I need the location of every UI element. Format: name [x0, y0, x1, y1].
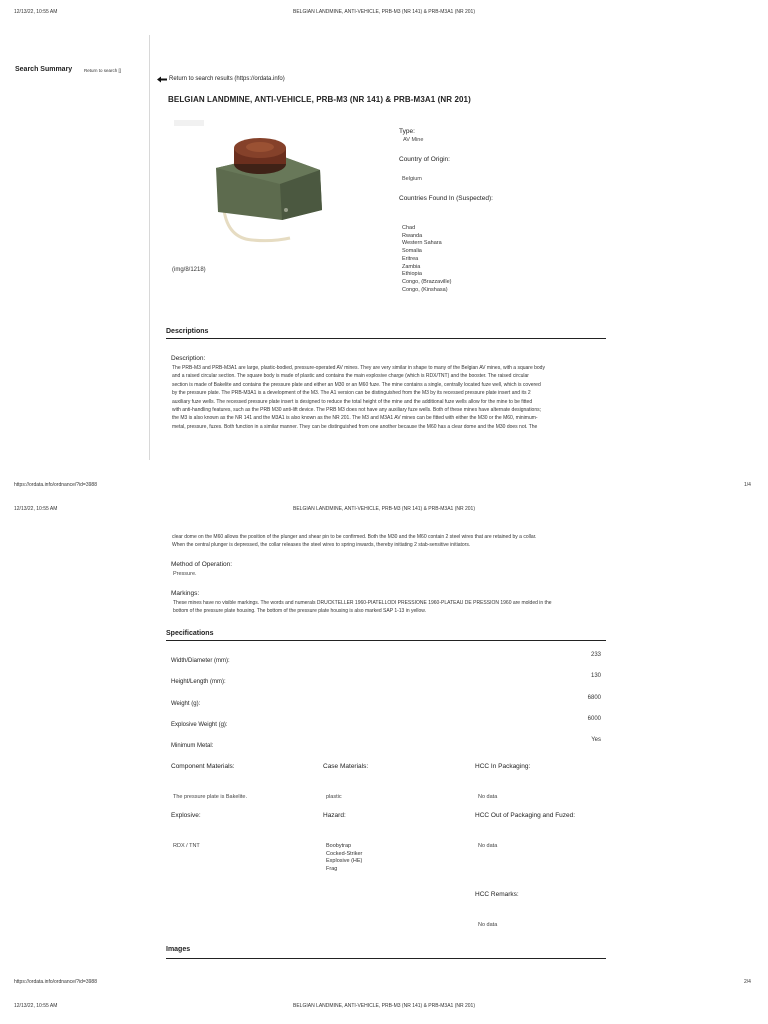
found-label: Countries Found In (Suspected):	[399, 195, 493, 202]
description-line: clear dome on the M60 allows the position of the plunger and shear pin to be confirmed. Both the M30 and the M60 contain 2 steel wires that are retained by a collar.	[172, 534, 537, 540]
hcc-out-packaging-value: No data	[478, 843, 498, 849]
spec-row-weight	[171, 697, 601, 717]
specifications-heading: Specifications	[166, 630, 214, 637]
description-line: When the central plunger is depressed, the collar releases the steel wires to spring inwards, thereby initiating 2 stab-sensitive initiators.	[172, 542, 471, 549]
images-heading: Images	[166, 946, 191, 953]
type-value: AV Mine	[403, 137, 424, 143]
explosive-value: RDX / TNT	[173, 843, 200, 849]
page-title: BELGIAN LANDMINE, ANTI-VEHICLE, PRB-M3 (NR 141) & PRB-M3A1 (NR 201)	[168, 95, 471, 104]
arrow-left-icon	[157, 70, 167, 88]
spec-value: Yes	[591, 737, 601, 743]
list-item: Zambia	[402, 263, 421, 270]
spec-label: Height/Length (mm):	[171, 679, 226, 685]
component-materials-value: The pressure plate is Bakelite.	[173, 794, 247, 800]
page3-header-title: BELGIAN LANDMINE, ANTI-VEHICLE, PRB-M3 (NR 141) & PRB-M3A1 (NR 201)	[293, 1003, 475, 1009]
type-label: Type:	[399, 128, 415, 135]
hcc-remarks-label: HCC Remarks:	[475, 891, 519, 898]
sidebar-title: Search Summary	[15, 66, 73, 73]
list-item: Congo, (Brazzaville)	[402, 278, 452, 285]
spec-label: Minimum Metal:	[171, 743, 214, 749]
explosive-label: Explosive:	[171, 812, 201, 819]
spec-value: 130	[590, 673, 601, 679]
list-item: Somalia	[402, 248, 422, 255]
list-item: Chad	[402, 225, 416, 231]
spec-row-minimum-metal	[171, 739, 601, 759]
list-item: Boobytrap	[326, 843, 352, 849]
markings-label: Markings:	[171, 590, 200, 597]
origin-label: Country of Origin:	[399, 156, 450, 163]
list-item: Western Sahara	[402, 240, 442, 247]
description-line: metal, pressure, fuzes. Both function in a similar manner. They can be distinguished from one another because the M60 has a clear dome and the M30 does not. The	[172, 423, 538, 430]
origin-value: Belgium	[402, 176, 422, 182]
spec-row-width	[171, 654, 601, 674]
method-value: Pressure.	[173, 571, 197, 577]
hcc-remarks-value: No data	[478, 922, 498, 928]
page3-header-date: 12/13/22, 10:55 AM	[14, 1003, 58, 1009]
page2-header-title: BELGIAN LANDMINE, ANTI-VEHICLE, PRB-M3 (NR 141) & PRB-M3A1 (NR 201)	[293, 506, 475, 512]
markings-line: These mines have no visible markings. The words and numerals DRUCKTELLER 1960-PIATELLODI PRESSIONE 1960-PLATEAU DE PRESSION 1960 are molded in the	[173, 600, 552, 606]
description-line: the M3 is also known as the NR 141 and the M3A1 is also known as the NR 201. The M3 and M3A1 AV mines can be fitted with either the M30 or the M60, minimum-	[172, 415, 538, 422]
spec-value: 233	[590, 652, 601, 658]
description-line: and a raised circular section. The square body is made of plastic and contains the main explosive charge (which is RDX/TNT) and the booster. The raised circular	[172, 373, 529, 380]
hcc-packaging-value: No data	[478, 794, 498, 800]
page2-footer-url: https://ordata.info/ordnance/?id=3988	[14, 979, 97, 985]
spec-label: Weight (g):	[171, 701, 201, 707]
description-line: auxiliary fuze wells. The recessed pressure plate insert is designed to reduce the total height of the mine and the additional fuze wells allow for the mine to be fitted	[172, 398, 533, 405]
back-link[interactable]	[157, 70, 285, 88]
spec-value: 6000	[587, 716, 601, 722]
description-line: with anti-handling features, such as the PRB M30 anti-lift device. The PRB M3 does not have any auxiliary fuze wells. Both of these mines have alternate designations;	[172, 407, 541, 414]
spec-label: Width/Diameter (mm):	[171, 658, 230, 664]
description-line: by the pressure plate. The PRB-M3A1 is a development of the M3. The A1 version can be distinguished from the M3 by its recessed pressure plate insert and its 2	[172, 390, 531, 397]
found-list	[402, 225, 452, 294]
hazard-label: Hazard:	[323, 812, 346, 819]
list-item: Explosive (HE)	[326, 858, 363, 865]
back-link-label: Return to search results (https://ordata.info)	[169, 76, 285, 82]
spec-value: 6800	[587, 695, 601, 701]
description-text	[172, 364, 607, 431]
divider	[166, 338, 606, 339]
hcc-out-packaging-label: HCC Out of Packaging and Fuzed:	[475, 812, 576, 819]
component-materials-label: Component Materials:	[171, 763, 235, 770]
description-label: Description:	[171, 355, 206, 362]
list-item: Frag	[326, 866, 338, 873]
hcc-packaging-label: HCC In Packaging:	[475, 763, 531, 770]
description-line: The PRB-M3 and PRB-M3A1 are large, plastic-bodied, pressure-operated AV mines. They are very similar in shape to many of the Belgian AV mines, with a square body	[172, 365, 545, 371]
page1-footer-url: https://ordata.info/ordnance/?id=3988	[14, 482, 97, 488]
markings-text	[173, 599, 552, 616]
image-caption: (img/8/1218)	[172, 267, 206, 273]
description-line: section is made of Bakelite and contains the pressure plate and either an M30 or an M60 fuze. The mine contains a single, centrally located fuze well, which is covered	[172, 381, 541, 388]
page1-header-title: BELGIAN LANDMINE, ANTI-VEHICLE, PRB-M3 (NR 141) & PRB-M3A1 (NR 201)	[293, 9, 475, 15]
sidebar-return-link[interactable]: Return to search []	[84, 68, 122, 73]
spec-row-height	[171, 675, 601, 695]
page2-footer-number: 2/4	[744, 979, 751, 985]
page1-footer-number: 1/4	[744, 482, 751, 488]
page2-header-date: 12/13/22, 10:55 AM	[14, 506, 58, 512]
list-item: Congo, (Kinshasa)	[402, 286, 448, 293]
description-continued	[172, 533, 607, 550]
list-item: Rwanda	[402, 232, 423, 239]
divider	[166, 958, 606, 959]
divider	[166, 640, 606, 641]
method-label: Method of Operation:	[171, 561, 233, 568]
markings-line: bottom of the pressure plate housing. The bottom of the pressure plate housing is also marked SAP 1-13 in yellow.	[173, 608, 427, 615]
list-item: Ethiopia	[402, 271, 422, 278]
spec-label: Explosive Weight (g):	[171, 722, 228, 728]
descriptions-heading: Descriptions	[166, 328, 209, 335]
case-materials-label: Case Materials:	[323, 763, 369, 770]
hazard-list	[326, 843, 362, 874]
mine-image	[172, 118, 377, 258]
sidebar-divider	[149, 35, 150, 460]
list-item: Cocked-Striker	[326, 850, 363, 857]
case-materials-value: plastic	[326, 794, 342, 800]
page1-header-date: 12/13/22, 10:55 AM	[14, 9, 58, 15]
spec-row-explosive-weight	[171, 718, 601, 738]
list-item: Eritrea	[402, 255, 419, 262]
